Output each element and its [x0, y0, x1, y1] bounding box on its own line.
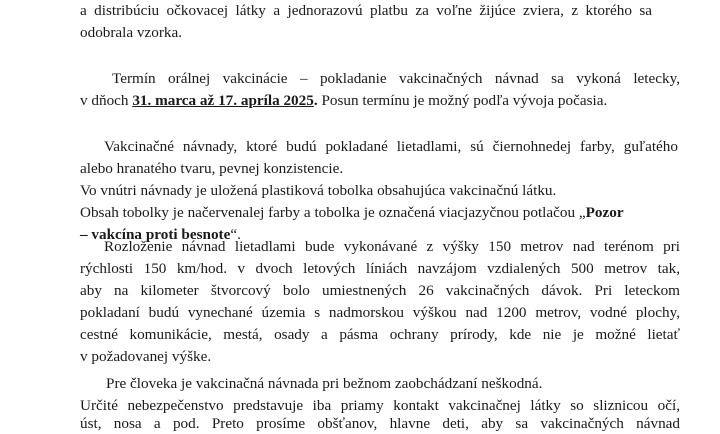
paragraph-line: odobrala vzorka. — [80, 24, 183, 41]
vaccination-dates: 31. marca až 17. apríla 2025 — [132, 92, 314, 109]
paragraph-line: Pre človeka je vakcinačná návnada pri bežnom zaobchádzaní neškodná. — [106, 375, 543, 392]
paragraph-line: v požadovanej výške. — [80, 348, 212, 365]
text: v dňoch — [80, 92, 133, 109]
warning-label: – vakcína proti besnote — [80, 226, 231, 243]
paragraph-line: Vakcinačné návnady, ktoré budú pokladané lietadlami, sú čiernohnedej farby, guľatého — [104, 138, 678, 155]
text: . — [313, 92, 318, 109]
paragraph-line: rýchlosti 150 km/hod. v dvoch letových líniách navzájom vzdialených 500 metrov tak, — [80, 260, 680, 277]
paragraph-line: alebo hranatého tvaru, pevnej konzistencie. — [80, 160, 344, 177]
paragraph-line: Rozloženie návnad lietadlami bude vykonávané z výšky 150 metrov nad terénom pri — [104, 238, 680, 255]
paragraph-line: Vo vnútri návnady je uložená plastiková tobolka obsahujúca vakcinačnú látku. — [80, 182, 557, 199]
paragraph-line: úst, nosa a pod. Preto prosíme obšťanov, hlavne deti, aby sa vakcinačných návnad — [80, 415, 680, 432]
paragraph-line: a distribúciu očkovacej látky a jednorazovú platbu za voľne žijúce zviera, z ktorého sa — [80, 2, 652, 19]
paragraph-line — [80, 91, 607, 111]
warning-label: Pozor — [585, 204, 624, 221]
paragraph-line: Určité nebezpečenstvo predstavuje iba priamy kontakt vakcinačnej látky so sliznicou očí, — [80, 397, 680, 414]
text: Obsah tobolky je načervenalej farby a tobolka je označená viacjazyčnou potlačou „ — [80, 204, 586, 221]
paragraph-line: cestné komunikácie, mestá, osady a pásma ochrany prírody, kde nie je možné lietať — [80, 326, 680, 343]
paragraph-line: aby na kilometer štvorcový bolo umiestnených 26 vakcinačných dávok. Pri leteckom — [80, 282, 680, 299]
paragraph-line: pokladaní budú vynechané územia s nadmorskou výškou nad 1200 metrov, vodné plochy, — [80, 304, 680, 321]
paragraph-line — [80, 203, 624, 223]
paragraph-line: Termín orálnej vakcinácie – pokladanie vakcinačných návnad sa vykoná letecky, — [112, 70, 680, 87]
text: Posun termínu je možný podľa vývoja počasia. — [317, 92, 608, 109]
text: “. — [230, 226, 241, 243]
